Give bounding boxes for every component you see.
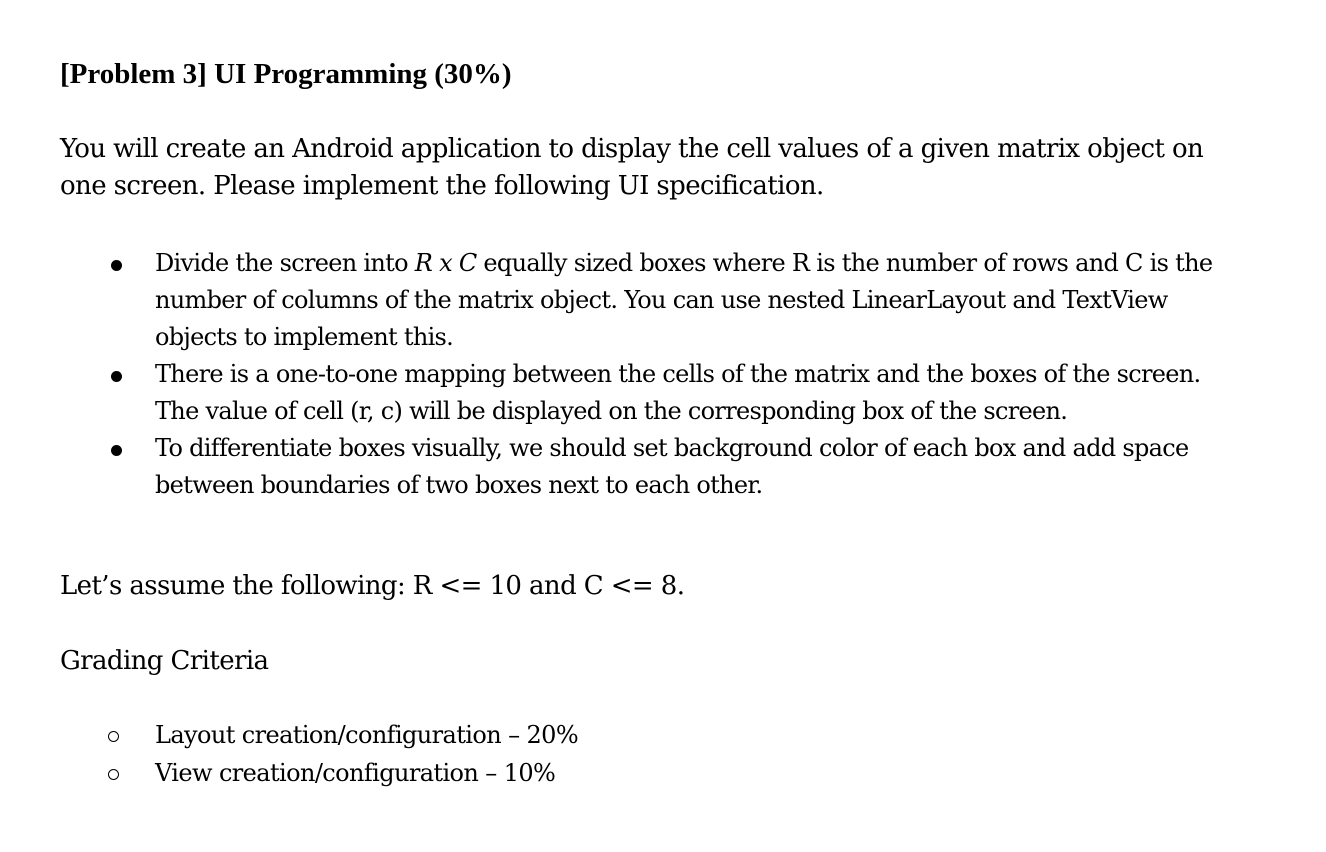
assumption-text: Let’s assume the following: R <= 10 and C <= 8. <box>60 571 685 601</box>
bullet-text-suffix: equally sized boxes where R is the number of rows and C is the <box>476 249 1213 277</box>
spec-bullet-list <box>0 245 1326 504</box>
bullet-text <box>155 430 1326 504</box>
bullet-line: between boundaries of two boxes next to each other. <box>155 471 763 499</box>
bullet-text-prefix: Divide the screen into <box>155 249 415 277</box>
criterion-text: Layout creation/configuration – 20% <box>155 721 579 749</box>
intro-line: one screen. Please implement the following UI specification. <box>60 171 824 201</box>
bullet-item-differentiate-boxes <box>0 430 1326 504</box>
problem-title: [Problem 3] UI Programming (30%) <box>60 58 512 90</box>
intro-line: You will create an Android application to display the cell values of a given matrix object on <box>60 134 1204 164</box>
criterion-item-view <box>0 755 1326 793</box>
bullet-item-one-to-one-mapping <box>0 356 1326 430</box>
circle-bullet-icon <box>108 769 119 780</box>
bullet-icon <box>111 260 122 271</box>
bullet-item-divide-screen <box>0 245 1326 356</box>
intro-paragraph <box>60 131 1310 205</box>
bullet-line: The value of cell (r, c) will be displayed on the corresponding box of the screen. <box>155 397 1068 425</box>
criterion-item-layout <box>0 717 1326 755</box>
bullet-icon <box>111 445 122 456</box>
bullet-text-italic: R x C <box>414 249 477 277</box>
grading-criteria-heading: Grading Criteria <box>60 646 269 676</box>
bullet-icon <box>111 371 122 382</box>
bullet-line: To differentiate boxes visually, we should set background color of each box and add space <box>155 434 1189 462</box>
circle-bullet-icon <box>108 731 119 742</box>
criterion-text: View creation/configuration – 10% <box>155 759 556 787</box>
bullet-line: There is a one-to-one mapping between the cells of the matrix and the boxes of the screen. <box>155 360 1201 388</box>
bullet-text <box>155 245 1326 356</box>
bullet-line: objects to implement this. <box>155 323 454 351</box>
bullet-line <box>155 245 1326 282</box>
bullet-text <box>155 356 1326 430</box>
bullet-line: number of columns of the matrix object. You can use nested LinearLayout and TextView <box>155 286 1168 314</box>
grading-criteria-list <box>0 717 1326 793</box>
